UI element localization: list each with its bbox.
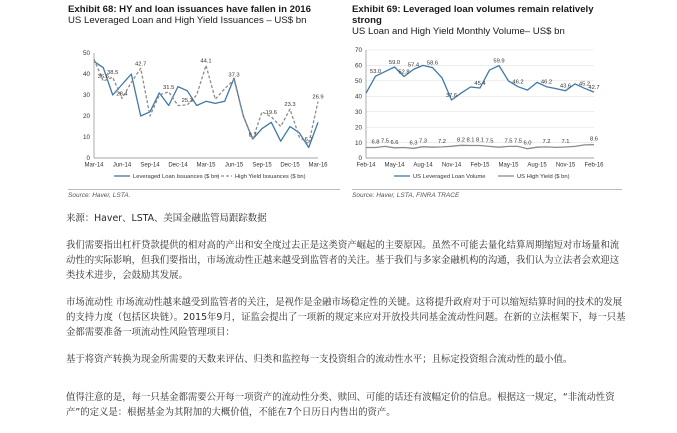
data-label: 8.1 bbox=[466, 137, 475, 144]
x-tick-label: Dec-14 bbox=[168, 162, 188, 169]
data-label: 7.5 bbox=[380, 138, 390, 145]
data-label: 6.0 bbox=[523, 140, 532, 147]
paragraph-2: 市场流动性 市场流动性越来越受到监管者的关注，是视作是金融市场稳定性的关键。这将提升政府对于可以缩短结算时间的技术的发展的支持力度（包括区块链）。2015年9月，证监会提出了一项新的规定来应对开放投共同基金流动性问题。在新的立法框架下，每一只基金都需要准备一项流动性风险管理项目： bbox=[66, 297, 626, 338]
data-label: 8.2 bbox=[456, 137, 466, 144]
data-label: 7.2 bbox=[542, 138, 551, 145]
y-tick-label: 50 bbox=[82, 50, 90, 58]
y-tick-label: 60 bbox=[354, 62, 362, 70]
legend-label-2: US High Yield ($ bn) bbox=[517, 174, 570, 180]
series-line-2 bbox=[366, 145, 594, 149]
data-label: 31.5 bbox=[163, 84, 175, 91]
y-tick-label: 30 bbox=[354, 108, 362, 116]
x-tick-label: Nov-15 bbox=[555, 162, 576, 169]
exhibit-69-source: Source: Haver, LSTA, FINRA TRACE bbox=[352, 192, 460, 199]
data-label: 6.8 bbox=[371, 139, 380, 146]
data-label: 7.5 bbox=[513, 138, 523, 145]
data-label: 59.9 bbox=[493, 58, 505, 65]
data-label: 23.3 bbox=[284, 102, 296, 109]
legend-label-2: High Yield Issuances ($ bn) bbox=[235, 174, 306, 180]
y-tick-label: 10 bbox=[82, 134, 90, 142]
x-tick-label: Mar-14 bbox=[84, 162, 104, 169]
data-label: 42.7 bbox=[135, 61, 147, 68]
x-tick-label: Sep-15 bbox=[252, 162, 272, 169]
y-tick-label: 0 bbox=[358, 155, 362, 163]
y-tick-label: 20 bbox=[82, 113, 90, 121]
exhibit-69-title: Exhibit 69: Leveraged loan volumes remain relatively strong bbox=[352, 4, 594, 26]
x-tick-label: Mar-15 bbox=[196, 162, 216, 169]
y-tick-label: 50 bbox=[354, 78, 362, 86]
exhibit-69 bbox=[352, 4, 620, 37]
data-label: 45.4 bbox=[474, 80, 486, 87]
data-label: 8.1 bbox=[475, 137, 485, 144]
data-label: 42.7 bbox=[588, 85, 600, 92]
x-tick-label: May-15 bbox=[498, 162, 519, 169]
y-tick-label: 20 bbox=[354, 124, 362, 132]
exhibit-68-subtitle: US Leveraged Loan and High Yield Issuances – US$ bn bbox=[68, 15, 307, 26]
y-tick-label: 40 bbox=[82, 71, 90, 79]
exhibit-68-title: Exhibit 68: HY and loan issuances have fallen in 2016 bbox=[68, 4, 311, 15]
data-label: 7.2 bbox=[437, 138, 447, 145]
y-tick-label: 30 bbox=[82, 92, 90, 100]
y-tick-label: 70 bbox=[354, 47, 362, 55]
data-label: 19.6 bbox=[265, 109, 277, 116]
data-label: 7.5 bbox=[504, 138, 513, 145]
data-label: 45.2 bbox=[578, 81, 591, 88]
x-tick-label: Jun-14 bbox=[112, 162, 132, 169]
x-tick-label: Dec-15 bbox=[280, 162, 300, 169]
data-label: 7.3 bbox=[418, 138, 428, 145]
data-label: 43.6 bbox=[559, 83, 572, 90]
legend-label-1: Leveraged Loan Issuances ($ bn) bbox=[133, 174, 220, 180]
data-label: 8.7 bbox=[248, 132, 257, 139]
y-tick-label: 40 bbox=[354, 93, 362, 101]
x-tick-label: Feb-16 bbox=[584, 162, 604, 169]
legend-label-1: US Leveraged Loan Volume bbox=[413, 174, 486, 180]
x-tick-label: Mar-16 bbox=[308, 162, 328, 169]
data-label: 58.6 bbox=[426, 60, 439, 67]
x-tick-label: May-14 bbox=[384, 162, 405, 169]
y-tick-label: 10 bbox=[354, 139, 362, 147]
x-tick-label: Aug-14 bbox=[413, 162, 433, 169]
data-label: 37.6 bbox=[445, 92, 458, 99]
data-label: 6.6 bbox=[390, 139, 399, 146]
data-label: 28.4 bbox=[116, 91, 128, 98]
paragraph-3: 基于将资产转换为现金所需要的天数来评估、归类和监控每一支投资组合的流动性水平；且标定投资组合流动性的最小值。 bbox=[66, 354, 573, 365]
data-label: 6.3 bbox=[409, 140, 418, 147]
data-label: 46.2 bbox=[512, 79, 524, 86]
x-tick-label: Nov-14 bbox=[441, 162, 462, 169]
data-label: 25.3 bbox=[181, 97, 193, 104]
data-label: 46.2 bbox=[540, 79, 553, 86]
data-label: 57.4 bbox=[407, 62, 420, 69]
data-label: 52.8 bbox=[398, 69, 410, 76]
exhibit-68 bbox=[68, 4, 340, 26]
exhibit-69-rule bbox=[352, 189, 622, 190]
x-tick-label: Sep-14 bbox=[140, 162, 160, 169]
x-tick-label: Jun-15 bbox=[224, 162, 244, 169]
y-tick-label: 0 bbox=[86, 155, 90, 163]
x-tick-label: Feb-15 bbox=[470, 162, 490, 169]
data-label: 7.1 bbox=[561, 139, 570, 146]
data-label: 36.6 bbox=[97, 74, 109, 81]
exhibit-68-source: Source: Haver, LSTA. bbox=[68, 192, 131, 199]
x-tick-label: Aug-15 bbox=[527, 162, 547, 169]
data-label: 8.6 bbox=[589, 136, 599, 143]
data-label: 38.5 bbox=[107, 70, 119, 77]
data-label: 59.0 bbox=[388, 59, 401, 66]
paragraph-4: 值得注意的是，每一只基金都需要公开每一项资产的流动性分类、赎回、可能的话还有波幅定价的信息。根据这一规定，“非流动性资产”的定义是：根据基金为其附加的大概价值，不能在7个日历日内售出的资产。 bbox=[66, 392, 615, 418]
source-note: 来源：Haver、LSTA、美国金融监管局跟踪数据 bbox=[66, 213, 267, 224]
exhibit-69-subtitle: US Loan and High Yield Monthly Volume– US$ bn bbox=[352, 26, 565, 37]
data-label: 44.1 bbox=[200, 58, 212, 65]
chart-hy-loan-issuances bbox=[66, 30, 340, 188]
chart-loan-hy-monthly-volume bbox=[350, 42, 622, 188]
exhibit-68-rule bbox=[68, 189, 340, 190]
data-label: 53.0 bbox=[369, 69, 382, 76]
paragraph-1: 我们需要指出杠杆贷款提供的相对高的产出和安全度过去正是这类资产崛起的主要原因。虽然不可能去量化结算周期缩短对市场量和流动性的实际影响，但我们要指出，市场流动性正越来越受到监管者的关注。基于我们与多家金融机构的沟通，我们认为立法者会欢迎这类技术进步，会鼓励其发展。 bbox=[66, 240, 620, 281]
data-label: 6.7 bbox=[304, 136, 313, 143]
x-tick-label: Feb-14 bbox=[356, 162, 376, 169]
data-label: 7.5 bbox=[485, 138, 494, 145]
data-label: 26.9 bbox=[312, 94, 324, 101]
data-label: 37.3 bbox=[228, 72, 240, 79]
